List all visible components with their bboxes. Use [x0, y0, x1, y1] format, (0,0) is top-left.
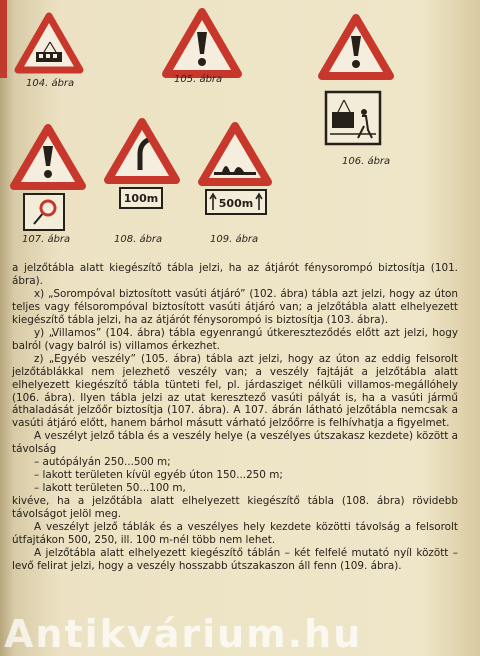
paragraph: kivéve, ha a jelzőtábla alatt elhelyezett kiegészítő tábla (108. ábra) rövidebb távolságot jelöl meg.: [12, 495, 458, 521]
curve-warning-sign-with-distance-plate-icon: [104, 118, 180, 228]
paragraph: A veszélyt jelző tábla és a veszély helye (a veszélyes útszakasz kezdete) között a távolság: [12, 430, 459, 456]
list-item: – lakott területen 50...100 m,: [34, 482, 186, 495]
watermark: Antikvárium.hu: [4, 612, 363, 656]
uneven-road-warning-sign-with-length-plate-icon: [198, 122, 272, 222]
figure-105-caption: 105. ábra: [174, 74, 223, 85]
exclamation-warning-sign-icon: [162, 8, 242, 80]
distance-plate-label: 100m: [123, 192, 159, 205]
tram-warning-sign-icon: [14, 12, 84, 76]
exclamation-sign-with-worker-plate-icon: [318, 14, 394, 154]
figure-109: [198, 122, 288, 250]
figure-108-caption: 108. ábra: [114, 234, 163, 245]
figure-107-caption: 107. ábra: [22, 234, 71, 245]
red-page-edge: [0, 0, 7, 78]
list-item: – lakott területen kívül egyéb úton 150...250 m;: [34, 469, 283, 482]
figure-106: [318, 14, 438, 174]
paragraph: y) „Villamos” (104. ábra) tábla egyenrangú útkereszteződés előtt azt jelzi, hogy balról (vagy balról is) villamos érkezhet.: [12, 326, 458, 352]
paragraph: z) „Egyéb veszély” (105. ábra) tábla azt jelzi, hogy az úton az eddig felsorolt jelzőtáblákkal nem jelezhető veszély van; a veszély fajtáját a jelzőtábla alatt elhelyezett kiegészítő tábla tünteti fel, pl. járdasziget nélküli villamos-megállóhely (106. ábra). Ilyen tábla jelzi az utat keresztező vasúti pályát is, ha a vasúti jármű áthaladását jelzőőr biztosítja (107. ábra). A 107. ábrán látható jelzőtábla nemcsak a vasúti átjáró előtt, hanem bárhol másutt várható jelzőőrre is felhívhatja a figyelmet.: [12, 352, 458, 430]
figure-108: [104, 118, 184, 248]
exclamation-sign-with-prohibition-paddle-icon: [10, 124, 90, 234]
figure-104-caption: 104. ábra: [26, 78, 75, 89]
paragraph: A veszélyt jelző táblák és a veszélyes hely kezdete közötti távolság a felsorolt útfajtákon 500, 250, ill. 100 m-nél több nem lehet.: [12, 521, 458, 547]
length-plate-label: 500m: [218, 197, 254, 210]
paragraph: a jelzőtábla alatt kiegészítő tábla jelzi, ha az átjárót fénysorompó biztosítja (101. ábra).: [12, 262, 458, 287]
figure-104: [14, 12, 84, 92]
paragraph: A jelzőtábla alatt elhelyezett kiegészítő táblán – két felfelé mutató nyíl között – levő felirat jelzi, hogy a veszély hosszabb útszakaszon áll fenn (109. ábra).: [12, 546, 458, 572]
figure-105: [162, 8, 242, 88]
figure-107: [10, 124, 90, 252]
paragraph: x) „Sorompóval biztosított vasúti átjáró” (102. ábra) tábla azt jelzi, hogy az úton teljes vagy félsorompóval biztosított vasúti átjáró van; a jelzőtábla alatt elhelyezett kiegészítő tábla jelzi, ha az átjárót fénysorompó is biztosítja (103. ábra).: [12, 287, 458, 326]
body-text: [12, 262, 458, 573]
list-item: – autópályán 250...500 m;: [34, 456, 171, 469]
figure-109-caption: 109. ábra: [210, 234, 259, 245]
figure-106-caption: 106. ábra: [342, 156, 391, 167]
